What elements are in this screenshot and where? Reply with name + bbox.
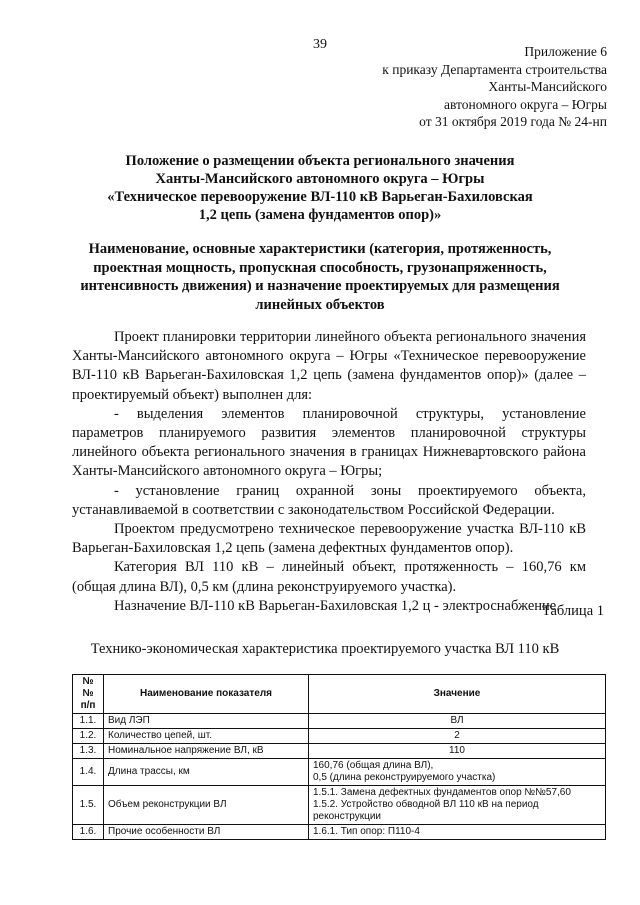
table-number: Таблица 1 [541,603,604,619]
appendix-line-2: к приказу Департамента строительства [382,61,607,77]
row-value: ВЛ [309,714,606,729]
appendix-header [307,43,607,131]
table-row [73,759,606,786]
paragraph: Проект планировки территории линейного объекта регионального значения Ханты-Мансийского автономного округа – Югры «Техническое перевооружение ВЛ-110 кВ Варьеган-Бахиловская 1,2 цепь (замена фундаментов опор)» (далее – проектируемый объект) выполнен для: [72,329,586,403]
row-number: 1.2. [73,729,104,744]
row-indicator: Длина трассы, км [104,759,309,786]
title-line-1: Положение о размещении объекта регионального значения [125,153,515,169]
value-line: 0,5 (длина реконструируемого участка) [313,772,496,783]
row-number: 1.5. [73,786,104,825]
value-line: 160,76 (общая длина ВЛ), [313,760,434,771]
table-row [73,744,606,759]
page-number: 39 [313,37,327,52]
row-value: 110 [309,744,606,759]
subtitle-line-2: проектная мощность, пропускная способность, грузонапряженность, [93,259,547,276]
row-indicator: Номинальное напряжение ВЛ, кВ [104,744,309,759]
document-title [60,152,580,224]
body-text [72,328,586,616]
row-indicator: Вид ЛЭП [104,714,309,729]
paragraph: Проектом предусмотрено техническое перевооружение участка ВЛ-110 кВ Варьеган-Бахиловская 1,2 цепь (замена дефектных фундаментов опор). [72,521,586,557]
row-number: 1.6. [73,825,104,840]
table-caption: Технико-экономическая характеристика проектируемого участка ВЛ 110 кВ [90,641,560,657]
subtitle-line-1: Наименование, основные характеристики (категория, протяженность, [88,241,552,257]
paragraph: Категория ВЛ 110 кВ – линейный объект, протяженность – 160,76 км (общая длина ВЛ), 0,5 км (длина реконструируемого участка). [72,559,586,595]
subtitle-line-3: интенсивность движения) и назначение проектируемых для размещения [80,278,560,294]
header-indicator: Наименование показателя [104,675,309,714]
title-line-2: Ханты-Мансийского автономного округа – Югры [155,171,485,187]
row-indicator: Количество цепей, шт. [104,729,309,744]
header-number: №№ п/п [73,675,104,714]
row-number: 1.1. [73,714,104,729]
table-row [73,786,606,825]
table-row [73,825,606,840]
header-value: Значение [309,675,606,714]
row-number: 1.3. [73,744,104,759]
section-heading [62,240,578,314]
appendix-line-4: автономного округа – Югры [444,96,607,112]
appendix-line-1: Приложение 6 [524,44,607,59]
table-header-row [73,675,606,714]
subtitle-line-4: линейных объектов [255,296,385,313]
characteristics-table [72,674,606,840]
row-value: 2 [309,729,606,744]
value-line: 1.5.1. Замена дефектных фундаментов опор №№57,60 [313,787,571,798]
title-line-4: 1,2 цепь (замена фундаментов опор)» [198,207,442,223]
row-indicator: Прочие особенности ВЛ [104,825,309,840]
paragraph: - выделения элементов планировочной структуры, установление параметров планируемого развития элементов планировочной структуры линейного объекта регионального значения в границах Нижневартовского района Ханты-Мансийского автономного округа – Югры; [72,405,586,480]
row-number: 1.4. [73,759,104,786]
row-value: 1.6.1. Тип опор: П110-4 [309,825,606,840]
paragraph: - установление границ охранной зоны проектируемого объекта, устанавливаемой в соответствии с законодательством Российской Федерации. [72,482,586,518]
table-row [73,729,606,744]
appendix-line-5: от 31 октября 2019 года № 24-нп [419,114,607,129]
paragraph: Назначение ВЛ-110 кВ Варьеган-Бахиловская 1,2 ц - электроснабжение. [114,597,560,614]
row-indicator: Объем реконструкции ВЛ [104,786,309,825]
value-line: 1.5.2. Устройство обводной ВЛ 110 кВ на период реконструкции [313,799,539,822]
appendix-line-3: Ханты-Мансийского [488,79,607,94]
row-value [309,759,606,786]
table-row [73,714,606,729]
row-value [309,786,606,825]
title-line-3: «Техническое перевооружение ВЛ-110 кВ Варьеган-Бахиловская [107,189,533,205]
